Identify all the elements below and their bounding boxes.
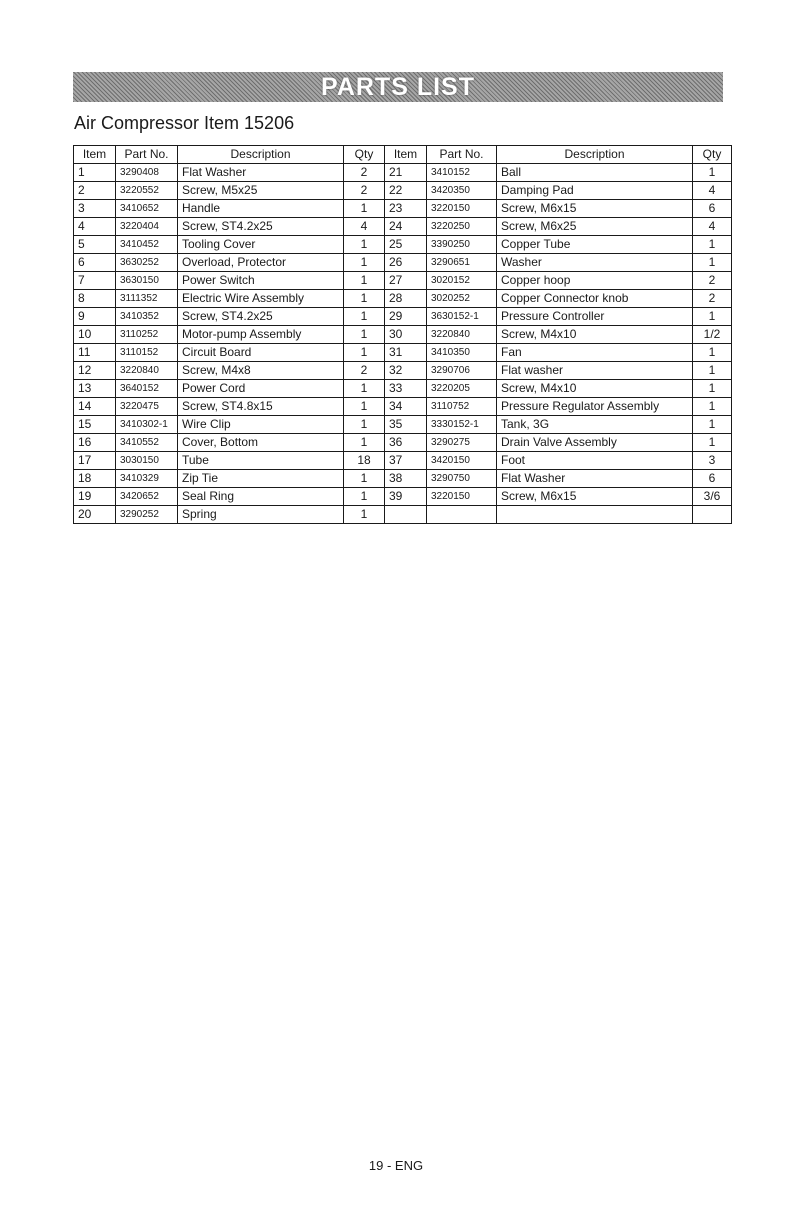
cell-qty: 1 xyxy=(344,434,385,452)
cell-qty: 1 xyxy=(693,398,732,416)
cell-qty xyxy=(693,506,732,524)
cell-item: 5 xyxy=(74,236,116,254)
cell-description: Screw, M6x25 xyxy=(497,218,693,236)
cell-part-no: 3420150 xyxy=(427,452,497,470)
cell-item: 4 xyxy=(74,218,116,236)
header-item: Item xyxy=(385,146,427,164)
cell-description: Copper Connector knob xyxy=(497,290,693,308)
cell-part-no: 3290252 xyxy=(116,506,178,524)
cell-qty: 1 xyxy=(693,308,732,326)
cell-description: Power Cord xyxy=(178,380,344,398)
cell-item: 34 xyxy=(385,398,427,416)
cell-qty: 1/2 xyxy=(693,326,732,344)
cell-item: 36 xyxy=(385,434,427,452)
cell-part-no: 3290651 xyxy=(427,254,497,272)
cell-qty: 1 xyxy=(693,380,732,398)
cell-item: 38 xyxy=(385,470,427,488)
cell-part-no: 3220205 xyxy=(427,380,497,398)
table-row xyxy=(74,452,732,470)
cell-part-no: 3110752 xyxy=(427,398,497,416)
cell-qty: 4 xyxy=(693,218,732,236)
cell-description: Tooling Cover xyxy=(178,236,344,254)
page-subtitle: Air Compressor Item 15206 xyxy=(74,113,295,133)
cell-part-no: 3110152 xyxy=(116,344,178,362)
cell-description: Flat washer xyxy=(497,362,693,380)
cell-part-no: 3410452 xyxy=(116,236,178,254)
cell-item: 28 xyxy=(385,290,427,308)
cell-description: Fan xyxy=(497,344,693,362)
cell-item: 10 xyxy=(74,326,116,344)
cell-description: Drain Valve Assembly xyxy=(497,434,693,452)
cell-description: Screw, M5x25 xyxy=(178,182,344,200)
cell-qty: 1 xyxy=(344,380,385,398)
cell-part-no: 3220150 xyxy=(427,488,497,506)
cell-item: 6 xyxy=(74,254,116,272)
cell-part-no: 3220840 xyxy=(427,326,497,344)
cell-description: Washer xyxy=(497,254,693,272)
cell-item: 17 xyxy=(74,452,116,470)
cell-item: 31 xyxy=(385,344,427,362)
cell-item: 21 xyxy=(385,164,427,182)
cell-part-no: 3220404 xyxy=(116,218,178,236)
parts-table-body xyxy=(74,164,732,524)
cell-qty: 1 xyxy=(693,164,732,182)
cell-description: Damping Pad xyxy=(497,182,693,200)
cell-qty: 1 xyxy=(693,344,732,362)
cell-item: 22 xyxy=(385,182,427,200)
table-row xyxy=(74,164,732,182)
cell-description: Screw, M6x15 xyxy=(497,200,693,218)
cell-description: Foot xyxy=(497,452,693,470)
table-row xyxy=(74,236,732,254)
header-item: Item xyxy=(74,146,116,164)
cell-item: 25 xyxy=(385,236,427,254)
cell-item: 16 xyxy=(74,434,116,452)
cell-qty: 6 xyxy=(693,200,732,218)
cell-item: 19 xyxy=(74,488,116,506)
cell-item: 35 xyxy=(385,416,427,434)
cell-description: Wire Clip xyxy=(178,416,344,434)
cell-part-no: 3110252 xyxy=(116,326,178,344)
cell-item: 7 xyxy=(74,272,116,290)
cell-description: Flat Washer xyxy=(497,470,693,488)
header-part-no: Part No. xyxy=(116,146,178,164)
table-row xyxy=(74,218,732,236)
cell-qty: 6 xyxy=(693,470,732,488)
cell-qty: 1 xyxy=(344,344,385,362)
table-row xyxy=(74,326,732,344)
cell-description: Cover, Bottom xyxy=(178,434,344,452)
table-row xyxy=(74,272,732,290)
cell-qty: 3 xyxy=(693,452,732,470)
cell-part-no: 3420652 xyxy=(116,488,178,506)
cell-part-no: 3290275 xyxy=(427,434,497,452)
cell-part-no xyxy=(427,506,497,524)
cell-part-no: 3020152 xyxy=(427,272,497,290)
cell-part-no: 3410329 xyxy=(116,470,178,488)
cell-qty: 2 xyxy=(693,290,732,308)
cell-description: Screw, M4x10 xyxy=(497,380,693,398)
cell-qty: 1 xyxy=(344,326,385,344)
cell-part-no: 3111352 xyxy=(116,290,178,308)
cell-item: 15 xyxy=(74,416,116,434)
cell-part-no: 3220552 xyxy=(116,182,178,200)
cell-description: Screw, M4x8 xyxy=(178,362,344,380)
cell-item: 30 xyxy=(385,326,427,344)
header-qty: Qty xyxy=(344,146,385,164)
cell-item: 18 xyxy=(74,470,116,488)
cell-description: Power Switch xyxy=(178,272,344,290)
cell-qty: 1 xyxy=(693,236,732,254)
cell-description: Screw, ST4.2x25 xyxy=(178,218,344,236)
table-row xyxy=(74,344,732,362)
cell-description: Screw, ST4.2x25 xyxy=(178,308,344,326)
cell-description: Spring xyxy=(178,506,344,524)
cell-item: 8 xyxy=(74,290,116,308)
cell-qty: 1 xyxy=(693,362,732,380)
table-row xyxy=(74,182,732,200)
table-row xyxy=(74,254,732,272)
cell-qty: 2 xyxy=(693,272,732,290)
cell-part-no: 3290750 xyxy=(427,470,497,488)
cell-qty: 4 xyxy=(693,182,732,200)
cell-description: Copper hoop xyxy=(497,272,693,290)
cell-qty: 1 xyxy=(344,254,385,272)
cell-item: 33 xyxy=(385,380,427,398)
cell-description: Tube xyxy=(178,452,344,470)
cell-item: 37 xyxy=(385,452,427,470)
table-header-row xyxy=(74,146,732,164)
cell-qty: 3/6 xyxy=(693,488,732,506)
cell-part-no: 3410152 xyxy=(427,164,497,182)
cell-description: Motor-pump Assembly xyxy=(178,326,344,344)
cell-qty: 18 xyxy=(344,452,385,470)
cell-part-no: 3410652 xyxy=(116,200,178,218)
parts-list-banner xyxy=(73,72,723,102)
cell-part-no: 3630152-1 xyxy=(427,308,497,326)
cell-qty: 1 xyxy=(344,236,385,254)
cell-item: 27 xyxy=(385,272,427,290)
cell-description: Pressure Regulator Assembly xyxy=(497,398,693,416)
cell-part-no: 3220150 xyxy=(427,200,497,218)
cell-part-no: 3640152 xyxy=(116,380,178,398)
cell-description xyxy=(497,506,693,524)
cell-item: 29 xyxy=(385,308,427,326)
cell-part-no: 3630252 xyxy=(116,254,178,272)
cell-description: Screw, ST4.8x15 xyxy=(178,398,344,416)
table-row xyxy=(74,362,732,380)
cell-qty: 1 xyxy=(344,200,385,218)
cell-description: Overload, Protector xyxy=(178,254,344,272)
cell-description: Zip Tie xyxy=(178,470,344,488)
cell-item: 24 xyxy=(385,218,427,236)
table-row xyxy=(74,380,732,398)
cell-item: 3 xyxy=(74,200,116,218)
cell-description: Tank, 3G xyxy=(497,416,693,434)
header-description: Description xyxy=(497,146,693,164)
cell-description: Circuit Board xyxy=(178,344,344,362)
cell-qty: 1 xyxy=(344,470,385,488)
cell-description: Ball xyxy=(497,164,693,182)
cell-item: 9 xyxy=(74,308,116,326)
cell-item: 12 xyxy=(74,362,116,380)
parts-table xyxy=(73,145,732,524)
table-row xyxy=(74,416,732,434)
cell-qty: 1 xyxy=(344,308,385,326)
cell-part-no: 3020252 xyxy=(427,290,497,308)
cell-qty: 2 xyxy=(344,164,385,182)
cell-qty: 1 xyxy=(344,398,385,416)
cell-description: Screw, M4x10 xyxy=(497,326,693,344)
table-row xyxy=(74,434,732,452)
cell-part-no: 3290408 xyxy=(116,164,178,182)
cell-qty: 1 xyxy=(344,290,385,308)
cell-item: 1 xyxy=(74,164,116,182)
cell-part-no: 3410302-1 xyxy=(116,416,178,434)
cell-item: 32 xyxy=(385,362,427,380)
cell-qty: 1 xyxy=(344,272,385,290)
table-row xyxy=(74,488,732,506)
cell-description: Copper Tube xyxy=(497,236,693,254)
table-row xyxy=(74,470,732,488)
cell-qty: 1 xyxy=(344,416,385,434)
cell-part-no: 3330152-1 xyxy=(427,416,497,434)
cell-description: Seal Ring xyxy=(178,488,344,506)
table-row xyxy=(74,308,732,326)
cell-part-no: 3630150 xyxy=(116,272,178,290)
cell-item: 23 xyxy=(385,200,427,218)
page-number: 19 - ENG xyxy=(368,1158,424,1173)
table-row xyxy=(74,506,732,524)
cell-item: 39 xyxy=(385,488,427,506)
cell-part-no: 3290706 xyxy=(427,362,497,380)
cell-qty: 4 xyxy=(344,218,385,236)
banner-title: PARTS LIST xyxy=(321,72,475,101)
header-qty: Qty xyxy=(693,146,732,164)
table-row xyxy=(74,200,732,218)
cell-part-no: 3220475 xyxy=(116,398,178,416)
cell-item: 2 xyxy=(74,182,116,200)
cell-description: Pressure Controller xyxy=(497,308,693,326)
cell-item xyxy=(385,506,427,524)
cell-qty: 1 xyxy=(693,416,732,434)
cell-item: 26 xyxy=(385,254,427,272)
cell-part-no: 3420350 xyxy=(427,182,497,200)
cell-part-no: 3410552 xyxy=(116,434,178,452)
cell-part-no: 3410350 xyxy=(427,344,497,362)
cell-description: Flat Washer xyxy=(178,164,344,182)
table-row xyxy=(74,290,732,308)
cell-part-no: 3410352 xyxy=(116,308,178,326)
cell-qty: 2 xyxy=(344,362,385,380)
cell-qty: 1 xyxy=(693,434,732,452)
cell-qty: 1 xyxy=(344,488,385,506)
header-description: Description xyxy=(178,146,344,164)
cell-item: 13 xyxy=(74,380,116,398)
cell-part-no: 3220840 xyxy=(116,362,178,380)
cell-part-no: 3390250 xyxy=(427,236,497,254)
cell-item: 20 xyxy=(74,506,116,524)
cell-qty: 2 xyxy=(344,182,385,200)
cell-qty: 1 xyxy=(693,254,732,272)
table-row xyxy=(74,398,732,416)
cell-item: 14 xyxy=(74,398,116,416)
cell-part-no: 3220250 xyxy=(427,218,497,236)
cell-part-no: 3030150 xyxy=(116,452,178,470)
cell-item: 11 xyxy=(74,344,116,362)
cell-description: Electric Wire Assembly xyxy=(178,290,344,308)
cell-description: Handle xyxy=(178,200,344,218)
header-part-no: Part No. xyxy=(427,146,497,164)
cell-qty: 1 xyxy=(344,506,385,524)
cell-description: Screw, M6x15 xyxy=(497,488,693,506)
